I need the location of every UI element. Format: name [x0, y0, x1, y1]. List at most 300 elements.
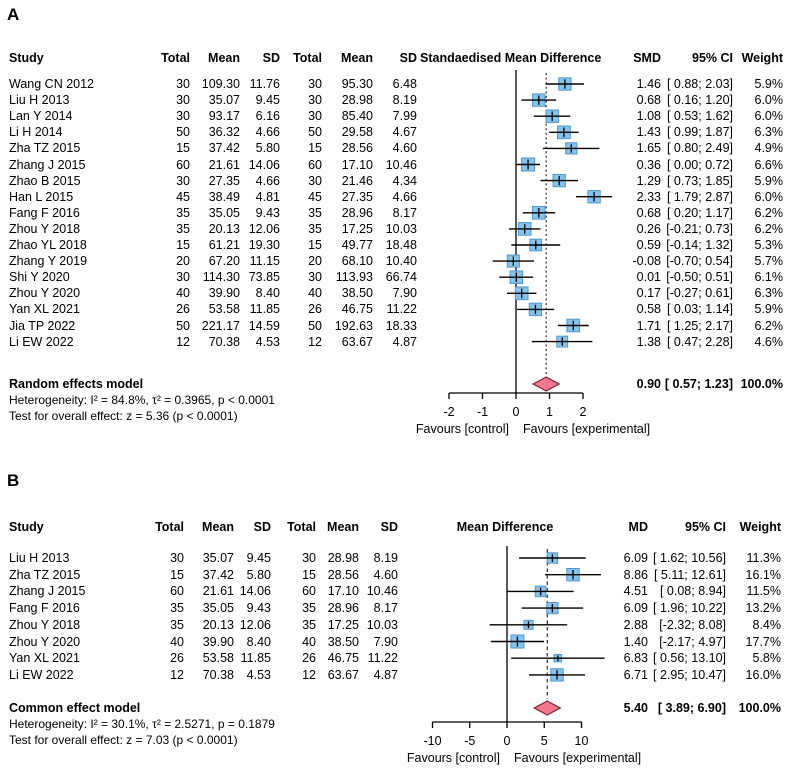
study-effect-value: 8.86 — [623, 567, 648, 582]
study-total_ctl: 30 — [308, 109, 322, 124]
x-axis-tick-label: 1 — [546, 405, 553, 419]
study-total_exp: 20 — [176, 254, 190, 269]
study-total_ctl: 35 — [308, 205, 322, 220]
study-mean_exp: 67.20 — [208, 254, 240, 269]
study-mean_exp: 37.42 — [202, 567, 234, 582]
study-total_exp: 30 — [176, 109, 190, 124]
study-effect-value: 6.83 — [623, 651, 648, 666]
favours-experimental-label: Favours [experimental] — [523, 422, 651, 436]
study-mean_exp: 27.35 — [208, 173, 240, 188]
study-effect-value: 1.38 — [636, 334, 661, 349]
study-ci-value: [-0.70; 0.54] — [666, 254, 733, 269]
study-weight-value: 5.9% — [754, 173, 783, 188]
study-mean_ctl: 17.25 — [341, 221, 373, 236]
study-ci-value: [ 0.08; 8.94] — [659, 584, 726, 599]
column-header-ci: 95% CI — [685, 520, 726, 534]
study-mean_ctl: 113.93 — [335, 270, 373, 285]
study-total_exp: 30 — [176, 173, 190, 188]
study-sd_exp: 5.80 — [255, 141, 280, 156]
study-mean_ctl: 28.96 — [327, 601, 359, 616]
study-mean_exp: 93.17 — [208, 109, 240, 124]
study-weight-value: 5.9% — [754, 77, 783, 91]
column-header-mean_ctl: Mean — [341, 51, 373, 65]
study-mean_ctl: 17.10 — [341, 157, 373, 172]
study-mean_ctl: 28.96 — [341, 205, 373, 220]
study-mean_ctl: 63.67 — [341, 334, 373, 349]
x-axis-tick-label: -1 — [476, 405, 489, 419]
study-mean_exp: 53.58 — [202, 651, 234, 666]
study-effect-value: 1.71 — [636, 318, 661, 333]
study-mean_ctl: 46.75 — [327, 651, 359, 666]
heterogeneity-text: Heterogeneity: I² = 84.8%, τ² = 0.3965, p < 0.0001 — [9, 393, 275, 407]
study-ci-value: [ 0.80; 2.49] — [666, 141, 733, 156]
study-sd_ctl: 6.48 — [392, 77, 417, 91]
study-mean_exp: 37.42 — [208, 141, 240, 156]
pooled-model-label: Common effect model — [9, 701, 141, 715]
study-effect-value: 0.17 — [636, 286, 661, 301]
study-ci-value: [ 1.25; 2.17] — [666, 318, 733, 333]
column-header-sd_exp: SD — [262, 51, 280, 65]
study-effect-value: 6.71 — [623, 667, 648, 682]
study-ci-value: [ 0.00; 0.72] — [666, 157, 733, 172]
study-weight-value: 16.0% — [745, 667, 781, 682]
x-axis-tick-label: 5 — [540, 734, 548, 748]
study-sd_exp: 8.40 — [246, 634, 271, 649]
study-sd_ctl: 66.74 — [385, 270, 417, 285]
x-axis-tick-label: 2 — [579, 405, 587, 419]
study-sd_exp: 4.81 — [255, 189, 280, 204]
study-mean_exp: 21.61 — [208, 157, 240, 172]
study-weight-value: 17.7% — [745, 634, 781, 649]
study-name: Zha TZ 2015 — [9, 567, 81, 582]
study-total_ctl: 30 — [308, 173, 322, 188]
study-sd_ctl: 8.17 — [373, 601, 398, 616]
pooled-diamond — [534, 701, 560, 715]
study-name: Lan Y 2014 — [9, 109, 73, 124]
study-effect-value: 2.88 — [623, 617, 648, 632]
x-axis-tick-label: -2 — [443, 405, 455, 419]
pooled-diamond — [533, 377, 559, 391]
study-total_ctl: 30 — [302, 551, 316, 565]
study-mean_ctl: 28.56 — [327, 567, 359, 582]
study-total_exp: 26 — [170, 651, 184, 666]
study-weight-value: 16.1% — [745, 567, 781, 582]
study-total_ctl: 30 — [308, 77, 322, 91]
study-sd_ctl: 7.90 — [373, 634, 398, 649]
study-name: Liu H 2013 — [9, 551, 70, 565]
study-sd_ctl: 11.22 — [367, 651, 398, 666]
study-ci-value: [-0.27; 0.61] — [666, 286, 733, 301]
study-name: Fang F 2016 — [9, 601, 80, 616]
study-weight-value: 8.4% — [752, 617, 781, 632]
study-sd_exp: 4.53 — [246, 667, 271, 682]
study-mean_ctl: 38.50 — [341, 286, 373, 301]
panel-label: B — [7, 471, 20, 490]
study-ci-value: [-0.14; 1.32] — [666, 238, 733, 252]
study-total_exp: 30 — [176, 93, 190, 108]
study-total_exp: 15 — [170, 567, 184, 582]
study-name: Zhao YL 2018 — [9, 238, 87, 252]
study-effect-value: 6.09 — [623, 551, 648, 565]
study-weight-value: 11.5% — [746, 584, 781, 599]
column-header-effect: SMD — [633, 51, 661, 65]
study-total_ctl: 26 — [308, 302, 322, 317]
column-header-total_ctl: Total — [287, 520, 316, 534]
study-effect-value: 0.68 — [636, 93, 661, 108]
study-sd_ctl: 4.66 — [392, 189, 417, 204]
pooled-effect-value: 5.40 — [623, 701, 648, 715]
column-header-mean_exp: Mean — [202, 520, 234, 534]
column-header-plot: Mean Difference — [456, 520, 554, 534]
column-header-total_exp: Total — [161, 51, 190, 65]
study-mean_exp: 109.30 — [201, 77, 240, 91]
study-total_ctl: 12 — [308, 334, 322, 349]
study-sd_ctl: 10.46 — [385, 157, 417, 172]
study-total_exp: 35 — [170, 601, 184, 616]
study-mean_exp: 35.07 — [202, 551, 234, 565]
study-total_exp: 30 — [176, 270, 190, 285]
study-mean_exp: 35.07 — [208, 93, 240, 108]
study-mean_exp: 70.38 — [208, 334, 240, 349]
column-header-sd_ctl: SD — [380, 520, 398, 534]
study-mean_ctl: 85.40 — [341, 109, 373, 124]
study-name: Jia TP 2022 — [9, 318, 76, 333]
study-mean_ctl: 29.58 — [341, 125, 373, 140]
study-total_exp: 30 — [170, 551, 184, 565]
study-total_ctl: 20 — [308, 254, 322, 269]
study-sd_ctl: 10.46 — [366, 584, 398, 599]
study-ci-value: [ 1.62; 10.56] — [653, 551, 726, 565]
column-header-mean_ctl: Mean — [327, 520, 359, 534]
study-mean_ctl: 95.30 — [341, 77, 373, 91]
study-effect-value: 1.65 — [636, 141, 661, 156]
study-total_ctl: 15 — [302, 567, 316, 582]
study-ci-value: [ 0.88; 2.03] — [666, 77, 733, 91]
study-mean_exp: 38.49 — [208, 189, 240, 204]
study-name: Li H 2014 — [9, 125, 63, 140]
study-weight-value: 5.9% — [754, 302, 783, 317]
column-header-plot: Standaedised Mean Difference — [420, 51, 602, 65]
study-weight-value: 6.6% — [754, 157, 783, 172]
study-total_exp: 26 — [176, 302, 190, 317]
study-weight-value: 13.2% — [745, 601, 781, 616]
study-mean_ctl: 21.46 — [341, 173, 373, 188]
column-header-total_exp: Total — [155, 520, 184, 534]
study-sd_ctl: 7.99 — [392, 109, 417, 124]
study-total_exp: 60 — [176, 157, 190, 172]
column-header-study: Study — [9, 520, 44, 534]
study-sd_exp: 11.76 — [249, 77, 280, 91]
study-name: Li EW 2022 — [9, 667, 74, 682]
pooled-weight-value: 100.0% — [740, 377, 783, 391]
study-ci-value: [ 0.47; 2.28] — [666, 334, 733, 349]
study-name: Li EW 2022 — [9, 334, 74, 349]
study-mean_ctl: 17.25 — [327, 617, 359, 632]
study-effect-value: 2.33 — [636, 189, 661, 204]
study-sd_exp: 14.06 — [248, 157, 280, 172]
study-ci-value: [ 1.79; 2.87] — [666, 189, 733, 204]
study-mean_exp: 70.38 — [202, 667, 234, 682]
study-total_ctl: 26 — [302, 651, 316, 666]
heterogeneity-text: Heterogeneity: I² = 30.1%, τ² = 2.5271, p = 0.1879 — [9, 717, 275, 731]
study-mean_ctl: 28.98 — [327, 551, 359, 565]
study-ci-value: [ 0.99; 1.87] — [666, 125, 733, 140]
study-total_exp: 12 — [170, 667, 184, 682]
study-name: Zhang J 2015 — [9, 584, 86, 599]
study-sd_exp: 11.85 — [240, 651, 271, 666]
study-sd_ctl: 4.60 — [373, 567, 398, 582]
study-mean_exp: 35.05 — [208, 205, 240, 220]
study-weight-value: 6.2% — [754, 205, 783, 220]
study-sd_ctl: 4.67 — [392, 125, 417, 140]
study-mean_exp: 221.17 — [201, 318, 240, 333]
study-sd_exp: 14.06 — [239, 584, 271, 599]
study-mean_exp: 36.32 — [208, 125, 240, 140]
study-name: Yan XL 2021 — [9, 651, 80, 666]
study-weight-value: 6.0% — [754, 93, 783, 108]
study-effect-value: 0.68 — [636, 205, 661, 220]
study-effect-value: 0.36 — [636, 157, 661, 172]
study-mean_exp: 39.90 — [202, 634, 234, 649]
study-name: Zhou Y 2018 — [9, 617, 81, 632]
pooled-model-label: Random effects model — [9, 377, 144, 391]
study-weight-value: 6.1% — [754, 270, 783, 285]
column-header-sd_ctl: SD — [399, 51, 417, 65]
study-effect-value: 0.26 — [636, 221, 661, 236]
study-mean_ctl: 49.77 — [341, 238, 373, 252]
study-name: Zhang J 2015 — [9, 157, 86, 172]
study-sd_exp: 4.53 — [255, 334, 280, 349]
study-weight-value: 6.2% — [754, 221, 783, 236]
study-sd_ctl: 4.87 — [392, 334, 417, 349]
column-header-sd_exp: SD — [253, 520, 271, 534]
study-ci-value: [ 0.20; 1.17] — [666, 205, 733, 220]
study-sd_ctl: 4.87 — [373, 667, 398, 682]
study-mean_exp: 35.05 — [202, 601, 234, 616]
study-name: Zha TZ 2015 — [9, 141, 81, 156]
study-total_exp: 35 — [176, 221, 190, 236]
pooled-weight-value: 100.0% — [738, 701, 781, 715]
study-total_ctl: 60 — [302, 584, 316, 599]
study-effect-value: 6.09 — [623, 601, 648, 616]
study-total_exp: 40 — [176, 286, 190, 301]
study-ci-value: [ 0.53; 1.62] — [666, 109, 733, 124]
study-effect-value: 0.01 — [636, 270, 661, 285]
study-name: Wang CN 2012 — [9, 77, 94, 91]
study-mean_exp: 39.90 — [208, 286, 240, 301]
study-sd_exp: 19.30 — [248, 238, 280, 252]
study-effect-value: -0.08 — [632, 254, 661, 269]
study-total_ctl: 50 — [308, 318, 322, 333]
study-effect-value: 1.29 — [636, 173, 661, 188]
study-sd_exp: 11.15 — [249, 254, 280, 269]
study-total_exp: 40 — [170, 634, 184, 649]
study-mean_exp: 21.61 — [202, 584, 234, 599]
study-weight-value: 6.3% — [754, 286, 783, 301]
study-mean_ctl: 192.63 — [334, 318, 373, 333]
study-effect-value: 1.43 — [636, 125, 661, 140]
study-weight-value: 4.9% — [754, 141, 783, 156]
study-mean_exp: 53.58 — [208, 302, 240, 317]
pooled-ci-value: [ 3.89; 6.90] — [657, 701, 726, 715]
study-mean_ctl: 28.56 — [341, 141, 373, 156]
study-mean_exp: 61.21 — [208, 238, 240, 252]
study-total_ctl: 35 — [302, 601, 316, 616]
study-sd_exp: 14.59 — [248, 318, 280, 333]
study-sd_exp: 73.85 — [248, 270, 280, 285]
study-name: Han L 2015 — [9, 189, 74, 204]
study-name: Zhang Y 2019 — [9, 254, 88, 269]
study-effect-value: 0.58 — [636, 302, 661, 317]
study-name: Yan XL 2021 — [9, 302, 80, 317]
pooled-ci-value: [ 0.57; 1.23] — [664, 377, 733, 391]
study-ci-value: [ 5.11; 12.61] — [653, 567, 726, 582]
study-weight-value: 11.3% — [746, 551, 781, 565]
study-weight-value: 5.8% — [752, 651, 781, 666]
study-sd_ctl: 4.60 — [392, 141, 417, 156]
study-sd_ctl: 18.48 — [385, 238, 417, 252]
study-total_ctl: 35 — [308, 221, 322, 236]
favours-experimental-label: Favours [experimental] — [514, 751, 642, 765]
study-ci-value: [ 0.16; 1.20] — [666, 93, 733, 108]
study-total_exp: 15 — [176, 141, 190, 156]
study-effect-value: 1.40 — [623, 634, 648, 649]
study-mean_ctl: 46.75 — [341, 302, 373, 317]
x-axis-tick-label: -5 — [464, 734, 476, 748]
study-ci-value: [-0.21; 0.73] — [666, 221, 733, 236]
study-total_ctl: 30 — [308, 270, 322, 285]
study-name: Zhao B 2015 — [9, 173, 81, 188]
study-total_ctl: 60 — [308, 157, 322, 172]
study-sd_ctl: 10.03 — [385, 221, 417, 236]
study-ci-value: [ 1.96; 10.22] — [653, 601, 726, 616]
study-total_ctl: 50 — [308, 125, 322, 140]
study-total_exp: 50 — [176, 125, 190, 140]
column-header-total_ctl: Total — [293, 51, 322, 65]
overall-test-text: Test for overall effect: z = 7.03 (p < 0.0001) — [9, 733, 238, 747]
study-total_ctl: 45 — [308, 189, 322, 204]
study-sd_exp: 8.40 — [255, 286, 280, 301]
study-sd_exp: 9.45 — [255, 93, 280, 108]
study-total_exp: 35 — [176, 205, 190, 220]
study-weight-value: 5.7% — [754, 254, 783, 269]
x-axis-tick-label: -10 — [423, 734, 442, 748]
study-sd_exp: 12.06 — [239, 617, 271, 632]
study-sd_ctl: 18.33 — [385, 318, 417, 333]
study-ci-value: [ 0.73; 1.85] — [666, 173, 733, 188]
study-sd_ctl: 8.19 — [373, 551, 398, 565]
study-name: Zhou Y 2020 — [9, 286, 81, 301]
study-sd_ctl: 10.40 — [385, 254, 417, 269]
study-sd_exp: 11.85 — [249, 302, 280, 317]
study-sd_ctl: 7.90 — [392, 286, 417, 301]
study-ci-value: [ 2.95; 10.47] — [653, 667, 726, 682]
study-total_ctl: 15 — [308, 238, 322, 252]
study-sd_ctl: 8.19 — [392, 93, 417, 108]
column-header-weight: Weight — [739, 520, 781, 534]
column-header-ci: 95% CI — [692, 51, 733, 65]
study-mean_exp: 20.13 — [208, 221, 240, 236]
study-mean_ctl: 27.35 — [341, 189, 373, 204]
favours-control-label: Favours [control] — [415, 422, 509, 436]
study-mean_exp: 20.13 — [202, 617, 234, 632]
study-total_ctl: 15 — [308, 141, 322, 156]
study-sd_exp: 6.16 — [255, 109, 280, 124]
study-mean_ctl: 17.10 — [327, 584, 359, 599]
study-mean_ctl: 68.10 — [341, 254, 373, 269]
study-effect-value: 1.46 — [636, 77, 661, 91]
study-weight-value: 6.0% — [754, 109, 783, 124]
study-sd_ctl: 8.17 — [392, 205, 417, 220]
study-total_exp: 30 — [176, 77, 190, 91]
study-mean_ctl: 28.98 — [341, 93, 373, 108]
study-weight-value: 6.0% — [754, 189, 783, 204]
panel-label: A — [7, 5, 20, 24]
study-total_exp: 12 — [176, 334, 190, 349]
study-total_exp: 45 — [176, 189, 190, 204]
study-name: Zhou Y 2018 — [9, 221, 81, 236]
study-name: Zhou Y 2020 — [9, 634, 81, 649]
study-name: Liu H 2013 — [9, 93, 70, 108]
study-total_ctl: 40 — [302, 634, 316, 649]
study-effect-value: 0.59 — [636, 238, 661, 252]
column-header-study: Study — [9, 51, 44, 65]
column-header-effect: MD — [628, 520, 648, 534]
study-ci-value: [-2.32; 8.08] — [659, 617, 726, 632]
study-mean_ctl: 38.50 — [327, 634, 359, 649]
study-sd_exp: 9.43 — [246, 601, 271, 616]
study-mean_exp: 114.30 — [202, 270, 240, 285]
study-ci-value: [-2.17; 4.97] — [659, 634, 726, 649]
study-sd_ctl: 11.22 — [386, 302, 417, 317]
column-header-mean_exp: Mean — [208, 51, 240, 65]
x-axis-tick-label: 0 — [503, 734, 511, 748]
study-total_exp: 60 — [170, 584, 184, 599]
study-sd_exp: 4.66 — [255, 173, 280, 188]
study-weight-value: 6.3% — [754, 125, 783, 140]
study-sd_ctl: 4.34 — [392, 173, 417, 188]
study-sd_exp: 5.80 — [246, 567, 271, 582]
study-weight-value: 5.3% — [754, 238, 783, 252]
study-sd_exp: 9.43 — [255, 205, 280, 220]
study-total_ctl: 30 — [308, 93, 322, 108]
study-ci-value: [ 0.56; 13.10] — [653, 651, 726, 666]
study-name: Fang F 2016 — [9, 205, 80, 220]
pooled-effect-value: 0.90 — [636, 377, 661, 391]
study-ci-value: [-0.50; 0.51] — [666, 270, 733, 285]
study-weight-value: 6.2% — [754, 318, 783, 333]
study-total_ctl: 40 — [308, 286, 322, 301]
column-header-weight: Weight — [741, 51, 783, 65]
study-total_exp: 50 — [176, 318, 190, 333]
study-total_exp: 35 — [170, 617, 184, 632]
study-sd_exp: 12.06 — [248, 221, 280, 236]
study-name: Shi Y 2020 — [9, 270, 70, 285]
study-weight-value: 4.6% — [754, 334, 783, 349]
study-total_exp: 15 — [176, 238, 190, 252]
study-mean_ctl: 63.67 — [327, 667, 359, 682]
x-axis-tick-label: 0 — [512, 405, 520, 419]
study-sd_exp: 4.66 — [255, 125, 280, 140]
x-axis-tick-label: 10 — [574, 734, 589, 748]
study-sd_ctl: 10.03 — [366, 617, 398, 632]
study-total_ctl: 12 — [302, 667, 316, 682]
overall-test-text: Test for overall effect: z = 5.36 (p < 0.0001) — [9, 409, 238, 423]
study-sd_exp: 9.45 — [246, 551, 271, 565]
study-effect-value: 1.08 — [636, 109, 661, 124]
study-ci-value: [ 0.03; 1.14] — [666, 302, 733, 317]
favours-control-label: Favours [control] — [406, 751, 500, 765]
